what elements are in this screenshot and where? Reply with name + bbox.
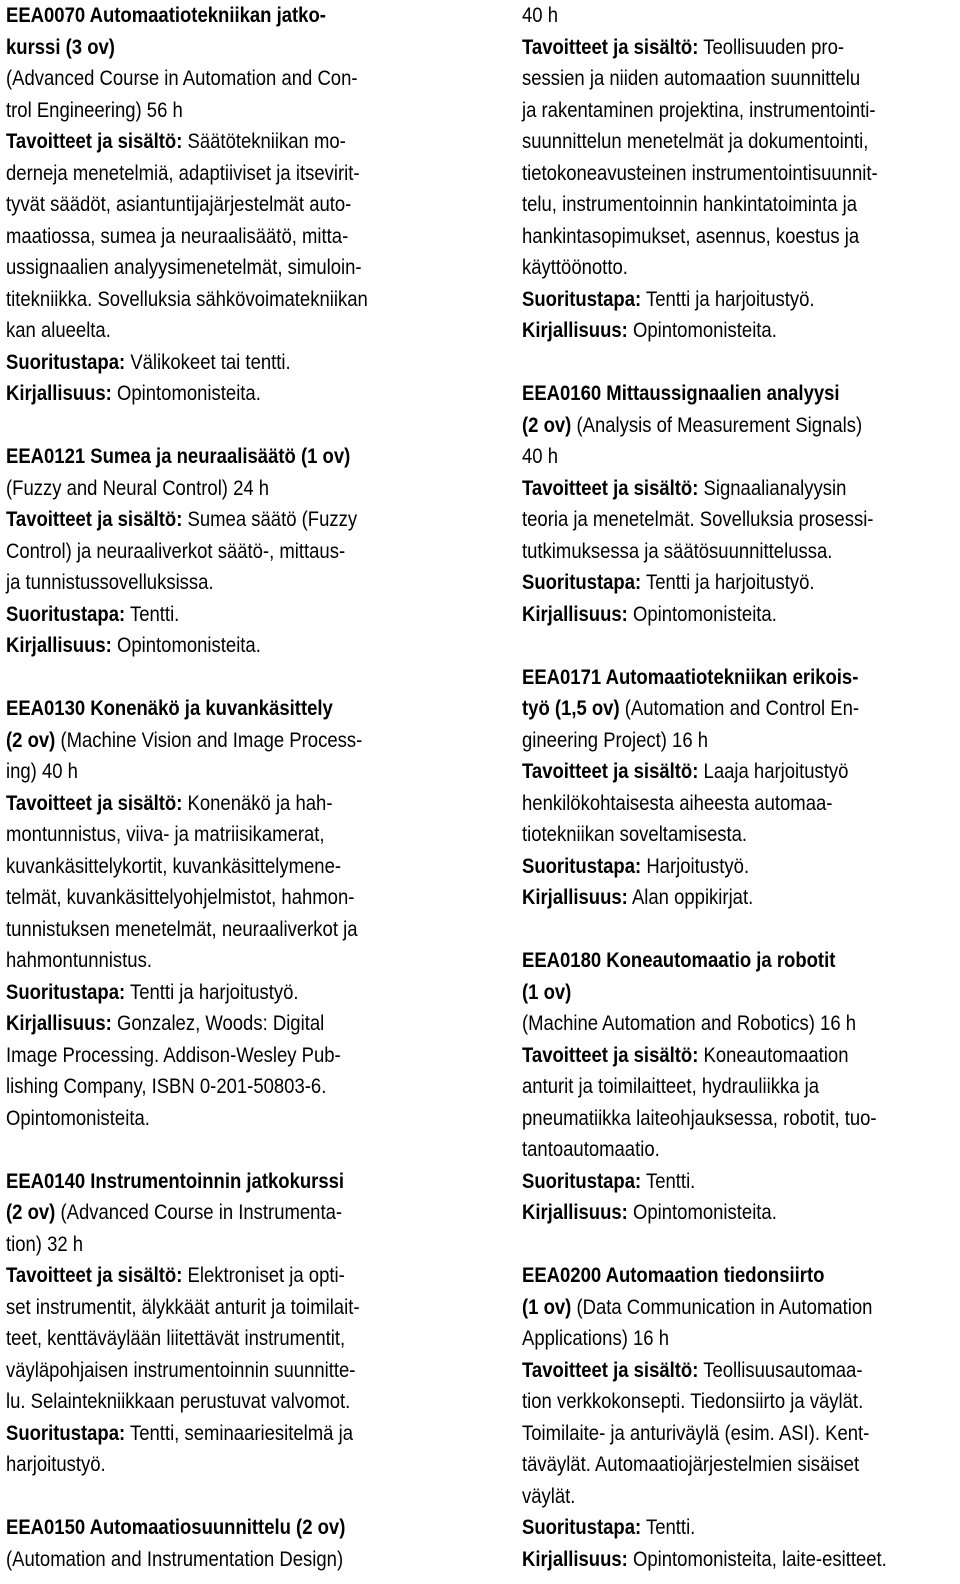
text-segment: Signaalianalyysin [698,475,847,500]
bold-text-segment: (2 ov) [522,412,572,437]
text-line [6,221,374,253]
text-segment: suunnittelun menetelmät ja dokumentointi, [522,129,869,153]
bold-text-segment: EEA0140 Instrumentoinnin jatkokurssi [6,1168,345,1193]
text-segment: tietokoneavusteinen instrumentointisuunnit- [522,160,878,185]
text-segment: (Advanced Course in Instrumenta- [55,1200,343,1224]
text-segment: Välikokeet tai tentti. [125,349,291,374]
text-line [522,158,890,190]
text-segment: gineering Project) 16 h [522,727,709,752]
paragraph-gap [6,1481,434,1513]
text-line [522,1418,890,1450]
text-line [6,630,374,662]
text-line [522,725,890,757]
text-line [6,1166,374,1198]
text-line [522,1512,890,1544]
bold-text-segment: Suoritustapa: [6,1420,126,1445]
text-segment: Opintomonisteita. [627,601,777,626]
text-line [522,378,890,410]
text-line [6,882,374,914]
text-line [522,567,890,599]
text-line [522,599,890,631]
text-segment: henkilökohtaisesta aiheesta automaa- [522,790,833,815]
text-segment: titekniikka. Sovelluksia sähkövoimatekniikan [6,286,368,311]
text-segment: tutkimuksessa ja säätösuunnittelussa. [522,538,833,563]
bold-text-segment: EEA0130 Konenäkö ja kuvankäsittely [6,696,333,720]
text-line [6,851,374,883]
text-segment: tyvät säädöt, asiantuntijajärjestelmät auto- [6,192,352,216]
text-line [522,441,890,473]
text-segment: lu. Selaintekniikkaan perustuvat valvomot. [6,1389,351,1413]
bold-text-segment: EEA0150 Automaatiosuunnittelu (2 ov) [6,1515,346,1539]
text-line [522,95,890,127]
bold-text-segment: EEA0200 Automaation tiedonsiirto [522,1263,825,1287]
bold-text-segment: Suoritustapa: [522,1515,642,1539]
text-line [6,977,374,1009]
text-line [522,945,890,977]
text-line [522,536,890,568]
bold-text-segment: kurssi (3 ov) [6,34,115,59]
text-line [522,0,890,32]
bold-text-segment: EEA0070 Automaatiotekniikan jatko- [6,3,326,27]
text-segment: Opintomonisteita. [627,318,777,342]
bold-text-segment: Kirjallisuus: [522,1200,628,1224]
text-segment: montunnistus, viiva- ja matriisikamerat, [6,822,325,846]
text-line [522,1449,890,1481]
text-line [522,1260,890,1292]
text-line [522,1197,890,1229]
text-segment: Teollisuusautomaa- [698,1357,863,1382]
text-line [522,851,890,883]
paragraph-gap [522,347,950,379]
text-line [6,819,374,851]
text-segment: kan alueelta. [6,318,111,342]
text-line [522,1355,890,1387]
bold-text-segment: (1 ov) [522,1294,572,1319]
text-line [6,725,374,757]
text-line [522,32,890,64]
bold-text-segment: Tavoitteet ja sisältö: [6,1263,183,1287]
text-line [522,284,890,316]
bold-text-segment: Tavoitteet ja sisältö: [522,475,699,500]
text-line [522,315,890,347]
paragraph-gap [522,630,950,662]
text-line [6,1071,374,1103]
text-segment: kuvankäsittelykortit, kuvankäsittelymene- [6,853,342,878]
text-segment: Tentti, seminaariesitelmä ja [125,1420,353,1445]
right-column [522,0,950,1575]
text-line [6,788,374,820]
text-line [6,914,374,946]
paragraph-gap [522,1229,950,1261]
text-line [522,63,890,95]
text-segment: (Automation and Instrumentation Design) [6,1546,344,1571]
text-segment: (Machine Vision and Image Process- [55,727,363,752]
text-segment: Säätötekniikan mo- [182,129,346,153]
text-segment: Gonzalez, Woods: Digital [111,1011,325,1035]
bold-text-segment: Tavoitteet ja sisältö: [522,1042,699,1067]
bold-text-segment: työ (1,5 ov) [522,696,620,720]
bold-text-segment: Suoritustapa: [522,853,642,878]
text-segment: Toimilaite- ja anturiväylä (esim. ASI). Kent- [522,1420,870,1445]
text-segment: (Advanced Course in Automation and Con- [6,66,358,90]
bold-text-segment: EEA0121 Sumea ja neuraalisäätö (1 ov) [6,444,351,468]
text-line [522,1323,890,1355]
text-segment: teoria ja menetelmät. Sovelluksia prosessi- [522,507,874,531]
text-segment: harjoitustyö. [6,1452,106,1476]
text-segment: Opintomonisteita. [111,633,261,657]
text-line [522,252,890,284]
text-segment: derneja menetelmiä, adaptiiviset ja itsevirit- [6,160,360,185]
bold-text-segment: Tavoitteet ja sisältö: [6,507,183,531]
text-line [6,693,374,725]
text-segment: set instrumentit, älykkäät anturit ja toimilait- [6,1294,360,1319]
text-segment: tion verkkokonsepti. Tiedonsiirto ja väylät. [522,1389,864,1413]
text-line [6,189,374,221]
text-segment: 40 h [522,3,558,27]
text-line [522,756,890,788]
text-segment: trol Engineering) 56 h [6,97,183,122]
bold-text-segment: Kirjallisuus: [6,1011,112,1035]
text-line [522,189,890,221]
bold-text-segment: EEA0160 Mittaussignaalien analyysi [522,381,840,405]
text-line [6,378,374,410]
text-line [522,1166,890,1198]
text-line [6,1323,374,1355]
text-segment: tantoautomaatio. [522,1137,660,1161]
text-segment: anturit ja toimilaitteet, hydrauliikka ja [522,1074,820,1098]
bold-text-segment: EEA0180 Koneautomaatio ja robotit [522,948,836,972]
bold-text-segment: Tavoitteet ja sisältö: [6,790,183,815]
text-line [6,536,374,568]
text-line [6,1512,374,1544]
text-line [6,32,374,64]
text-line [522,221,890,253]
text-segment: tion) 32 h [6,1231,84,1256]
text-segment: teet, kenttäväylään liitettävät instrumentit, [6,1326,346,1350]
text-segment: Applications) 16 h [522,1326,669,1350]
text-segment: tunnistuksen menetelmät, neuraaliverkot ja [6,916,358,941]
text-segment: täväylät. Automaatiojärjestelmien sisäiset [522,1452,860,1476]
text-segment: (Machine Automation and Robotics) 16 h [522,1011,857,1035]
bold-text-segment: Kirjallisuus: [522,1546,628,1571]
bold-text-segment: Kirjallisuus: [6,633,112,657]
text-segment: Tentti ja harjoitustyö. [125,979,299,1004]
text-segment: Opintomonisteita. [6,1105,150,1130]
text-segment: tiotekniikan soveltamisesta. [522,822,748,846]
text-segment: (Data Communication in Automation [571,1294,873,1319]
text-line [6,1449,374,1481]
text-segment: ja rakentaminen projektina, instrumentointi- [522,97,876,122]
text-line [522,662,890,694]
text-segment: Opintomonisteita. [627,1200,777,1224]
text-segment: ing) 40 h [6,759,78,783]
text-line [522,1008,890,1040]
text-line [6,158,374,190]
text-line [6,1229,374,1261]
text-line [6,1418,374,1450]
text-segment: Konenäkö ja hah- [182,790,333,815]
text-line [522,819,890,851]
bold-text-segment: Kirjallisuus: [522,601,628,626]
text-line [522,126,890,158]
bold-text-segment: Tavoitteet ja sisältö: [6,129,183,153]
bold-text-segment: Suoritustapa: [522,570,642,594]
text-segment: Tentti. [641,1515,696,1539]
text-segment: lishing Company, ISBN 0-201-50803-6. [6,1074,327,1098]
text-line [522,882,890,914]
text-line [522,1071,890,1103]
text-line [6,1292,374,1324]
text-segment: Image Processing. Addison-Wesley Pub- [6,1042,341,1067]
text-line [6,1355,374,1387]
text-segment: Harjoitustyö. [641,853,750,878]
paragraph-gap [6,1134,434,1166]
bold-text-segment: Kirjallisuus: [6,381,112,405]
text-line [6,945,374,977]
text-segment: käyttöönotto. [522,255,628,279]
text-segment: hankintasopimukset, asennus, koestus ja [522,223,860,248]
text-line [6,473,374,505]
text-line [6,756,374,788]
bold-text-segment: Suoritustapa: [522,286,642,311]
text-line [6,504,374,536]
text-line [522,977,890,1009]
text-segment: sessien ja niiden automaation suunnittelu [522,66,861,90]
text-segment: (Analysis of Measurement Signals) [571,412,863,437]
text-segment: (Fuzzy and Neural Control) 24 h [6,475,270,500]
text-segment: väyläpohjaisen instrumentoinnin suunnitte- [6,1357,356,1382]
bold-text-segment: Suoritustapa: [6,349,126,374]
text-line [522,1040,890,1072]
text-segment: hahmontunnistus. [6,948,152,972]
bold-text-segment: Suoritustapa: [6,601,126,626]
bold-text-segment: Kirjallisuus: [522,885,628,909]
text-line [522,1134,890,1166]
text-segment: telmät, kuvankäsittelyohjelmistot, hahmon- [6,885,355,909]
text-line [522,1103,890,1135]
paragraph-gap [6,410,434,442]
text-segment: Tentti ja harjoitustyö. [641,286,815,311]
text-segment: Elektroniset ja opti- [182,1263,345,1287]
text-line [6,63,374,95]
text-line [6,252,374,284]
text-segment: Opintomonisteita, laite-esitteet. [627,1546,887,1571]
text-segment: maatiossa, sumea ja neuraalisäätö, mitta- [6,223,349,248]
text-segment: telu, instrumentoinnin hankintatoiminta ja [522,192,858,216]
text-segment: ja tunnistussovelluksissa. [6,570,214,594]
bold-text-segment: (2 ov) [6,727,56,752]
bold-text-segment: Tavoitteet ja sisältö: [522,34,699,59]
text-line [6,1040,374,1072]
text-line [522,473,890,505]
text-segment: 40 h [522,444,558,468]
text-line [6,1544,374,1576]
paragraph-gap [6,662,434,694]
text-segment: Sumea säätö (Fuzzy [182,507,358,531]
bold-text-segment: EEA0171 Automaatiotekniikan erikois- [522,664,859,689]
text-line [6,1197,374,1229]
text-segment: Opintomonisteita. [111,381,261,405]
text-segment: Tentti ja harjoitustyö. [641,570,815,594]
text-line [6,441,374,473]
text-line [6,0,374,32]
text-segment: (Automation and Control En- [619,696,860,720]
bold-text-segment: Tavoitteet ja sisältö: [522,759,699,783]
text-segment: pneumatiikka laiteohjauksessa, robotit, tuo- [522,1105,877,1130]
bold-text-segment: (2 ov) [6,1200,56,1224]
text-segment: Laaja harjoitustyö [698,759,849,783]
text-line [522,1544,890,1576]
text-line [6,1103,374,1135]
left-column [6,0,434,1575]
text-segment: Tentti. [125,601,180,626]
bold-text-segment: Suoritustapa: [6,979,126,1004]
text-line [6,126,374,158]
text-segment: Tentti. [641,1168,696,1193]
bold-text-segment: Suoritustapa: [522,1168,642,1193]
text-line [6,1386,374,1418]
text-line [6,599,374,631]
bold-text-segment: (1 ov) [522,979,572,1004]
text-line [6,95,374,127]
text-line [522,788,890,820]
text-line [6,284,374,316]
text-line [522,1481,890,1513]
text-segment: Control) ja neuraaliverkot säätö-, mittaus- [6,538,346,563]
text-line [522,1292,890,1324]
text-segment: väylät. [522,1483,576,1508]
bold-text-segment: Kirjallisuus: [522,318,628,342]
text-line [6,567,374,599]
text-line [6,315,374,347]
text-line [522,693,890,725]
text-line [6,1260,374,1292]
text-line [6,347,374,379]
text-segment: Koneautomaation [698,1042,849,1067]
text-line [522,410,890,442]
text-segment: Alan oppikirjat. [627,885,754,909]
text-line [522,1386,890,1418]
text-segment: Teollisuuden pro- [698,34,845,59]
text-segment: ussignaalien analyysimenetelmät, simuloin- [6,255,362,279]
bold-text-segment: Tavoitteet ja sisältö: [522,1357,699,1382]
text-line [522,504,890,536]
paragraph-gap [522,914,950,946]
text-line [6,1008,374,1040]
